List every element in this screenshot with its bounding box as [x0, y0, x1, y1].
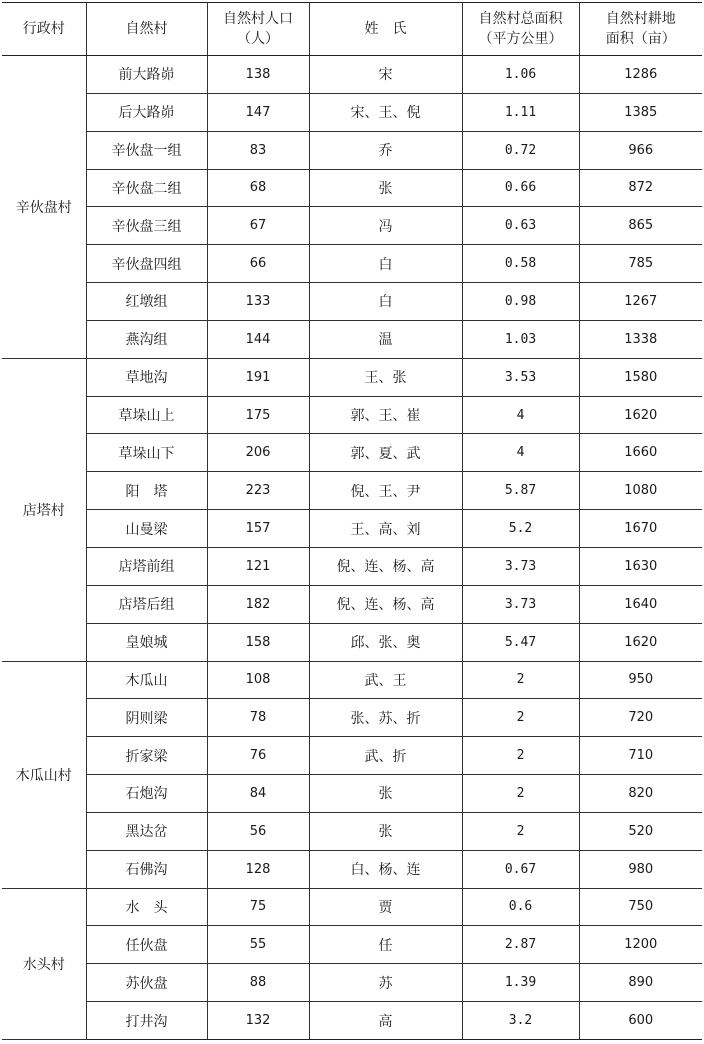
cell-farmland-area: 600: [579, 1002, 702, 1040]
cell-farmland-area: 1630: [579, 547, 702, 585]
table-row: [2, 1002, 702, 1040]
cell-natural-village: 辛伙盘二组: [86, 169, 207, 207]
cell-total-area: 0.58: [462, 245, 579, 283]
table-row: [2, 850, 702, 888]
cell-total-area: 3.73: [462, 585, 579, 623]
cell-farmland-area: 1200: [579, 926, 702, 964]
cell-natural-village: 辛伙盘四组: [86, 245, 207, 283]
cell-natural-village: 后大路峁: [86, 93, 207, 131]
cell-farmland-area: 1660: [579, 434, 702, 472]
cell-population: 68: [207, 169, 309, 207]
table-row: [2, 131, 702, 169]
table-row: [2, 510, 702, 548]
table-row: [2, 737, 702, 775]
cell-natural-village: 草垛山上: [86, 396, 207, 434]
table-row: [2, 396, 702, 434]
cell-natural-village: 山曼梁: [86, 510, 207, 548]
cell-natural-village: 草地沟: [86, 358, 207, 396]
table-row: [2, 964, 702, 1002]
table-row: [2, 926, 702, 964]
cell-surnames: 倪、连、杨、高: [309, 585, 462, 623]
cell-total-area: 4: [462, 396, 579, 434]
cell-surnames: 张、苏、折: [309, 699, 462, 737]
table-row: [2, 207, 702, 245]
cell-farmland-area: 865: [579, 207, 702, 245]
cell-admin-village: 木瓜山村: [2, 661, 86, 888]
cell-surnames: 温: [309, 320, 462, 358]
cell-natural-village: 石佛沟: [86, 850, 207, 888]
cell-population: 158: [207, 623, 309, 661]
cell-farmland-area: 1338: [579, 320, 702, 358]
cell-natural-village: 辛伙盘一组: [86, 131, 207, 169]
cell-natural-village: 木瓜山: [86, 661, 207, 699]
cell-farmland-area: 785: [579, 245, 702, 283]
cell-farmland-area: 750: [579, 888, 702, 926]
cell-surnames: 宋: [309, 56, 462, 94]
cell-population: 56: [207, 812, 309, 850]
cell-total-area: 3.73: [462, 547, 579, 585]
header-surnames: 姓 氏: [309, 3, 462, 56]
cell-population: 138: [207, 56, 309, 94]
cell-total-area: 1.39: [462, 964, 579, 1002]
cell-admin-village: 辛伙盘村: [2, 56, 86, 359]
cell-natural-village: 折家梁: [86, 737, 207, 775]
cell-population: 66: [207, 245, 309, 283]
cell-surnames: 任: [309, 926, 462, 964]
cell-farmland-area: 1670: [579, 510, 702, 548]
cell-farmland-area: 980: [579, 850, 702, 888]
cell-total-area: 2: [462, 775, 579, 813]
cell-farmland-area: 950: [579, 661, 702, 699]
cell-farmland-area: 1640: [579, 585, 702, 623]
cell-surnames: 武、折: [309, 737, 462, 775]
header-farmland-area: 自然村耕地 面积（亩）: [579, 3, 702, 56]
table-row: [2, 434, 702, 472]
cell-population: 76: [207, 737, 309, 775]
cell-natural-village: 前大路峁: [86, 56, 207, 94]
cell-natural-village: 苏伙盘: [86, 964, 207, 1002]
cell-population: 206: [207, 434, 309, 472]
table-row: [2, 661, 702, 699]
cell-total-area: 0.67: [462, 850, 579, 888]
cell-farmland-area: 820: [579, 775, 702, 813]
cell-total-area: 5.2: [462, 510, 579, 548]
cell-population: 191: [207, 358, 309, 396]
cell-natural-village: 辛伙盘三组: [86, 207, 207, 245]
cell-surnames: 王、张: [309, 358, 462, 396]
village-population-table: [2, 2, 702, 1040]
cell-farmland-area: 1385: [579, 93, 702, 131]
cell-natural-village: 阳 塔: [86, 472, 207, 510]
cell-natural-village: 打井沟: [86, 1002, 207, 1040]
cell-total-area: 1.11: [462, 93, 579, 131]
cell-farmland-area: 720: [579, 699, 702, 737]
cell-population: 88: [207, 964, 309, 1002]
cell-natural-village: 草垛山下: [86, 434, 207, 472]
cell-population: 108: [207, 661, 309, 699]
table-row: [2, 283, 702, 321]
cell-total-area: 3.53: [462, 358, 579, 396]
cell-surnames: 高: [309, 1002, 462, 1040]
cell-admin-village: 店塔村: [2, 358, 86, 661]
cell-surnames: 郭、王、崔: [309, 396, 462, 434]
cell-surnames: 苏: [309, 964, 462, 1002]
cell-surnames: 乔: [309, 131, 462, 169]
table-row: [2, 56, 702, 94]
cell-total-area: 1.03: [462, 320, 579, 358]
cell-surnames: 白、杨、连: [309, 850, 462, 888]
cell-population: 132: [207, 1002, 309, 1040]
cell-total-area: 4: [462, 434, 579, 472]
table-row: [2, 245, 702, 283]
cell-farmland-area: 1620: [579, 623, 702, 661]
table-row: [2, 585, 702, 623]
cell-natural-village: 皇娘城: [86, 623, 207, 661]
cell-farmland-area: 1286: [579, 56, 702, 94]
cell-population: 223: [207, 472, 309, 510]
cell-surnames: 冯: [309, 207, 462, 245]
cell-surnames: 王、高、刘: [309, 510, 462, 548]
cell-population: 67: [207, 207, 309, 245]
cell-total-area: 3.2: [462, 1002, 579, 1040]
table-row: [2, 472, 702, 510]
cell-natural-village: 阴则梁: [86, 699, 207, 737]
cell-natural-village: 石炮沟: [86, 775, 207, 813]
cell-total-area: 2: [462, 661, 579, 699]
cell-farmland-area: 872: [579, 169, 702, 207]
cell-total-area: 0.72: [462, 131, 579, 169]
cell-surnames: 倪、王、尹: [309, 472, 462, 510]
cell-natural-village: 黑达岔: [86, 812, 207, 850]
cell-natural-village: 店塔后组: [86, 585, 207, 623]
header-population: 自然村人口 （人）: [207, 3, 309, 56]
cell-natural-village: 燕沟组: [86, 320, 207, 358]
cell-natural-village: 店塔前组: [86, 547, 207, 585]
cell-population: 83: [207, 131, 309, 169]
cell-farmland-area: 520: [579, 812, 702, 850]
cell-farmland-area: 710: [579, 737, 702, 775]
cell-farmland-area: 890: [579, 964, 702, 1002]
header-row: [2, 3, 702, 56]
table-row: [2, 320, 702, 358]
cell-surnames: 张: [309, 812, 462, 850]
cell-surnames: 贾: [309, 888, 462, 926]
cell-total-area: 0.98: [462, 283, 579, 321]
cell-surnames: 宋、王、倪: [309, 93, 462, 131]
cell-total-area: 5.87: [462, 472, 579, 510]
cell-population: 175: [207, 396, 309, 434]
table-row: [2, 812, 702, 850]
header-natural-village: 自然村: [86, 3, 207, 56]
cell-total-area: 5.47: [462, 623, 579, 661]
cell-surnames: 白: [309, 283, 462, 321]
table-row: [2, 93, 702, 131]
header-total-area: 自然村总面积 （平方公里）: [462, 3, 579, 56]
header-admin-village: 行政村: [2, 3, 86, 56]
cell-population: 182: [207, 585, 309, 623]
cell-population: 75: [207, 888, 309, 926]
cell-natural-village: 任伙盘: [86, 926, 207, 964]
cell-total-area: 2: [462, 737, 579, 775]
cell-total-area: 0.66: [462, 169, 579, 207]
table-body: [2, 56, 702, 1040]
table-row: [2, 623, 702, 661]
cell-population: 78: [207, 699, 309, 737]
cell-farmland-area: 1267: [579, 283, 702, 321]
cell-farmland-area: 1580: [579, 358, 702, 396]
cell-population: 55: [207, 926, 309, 964]
table-row: [2, 169, 702, 207]
cell-surnames: 邱、张、奥: [309, 623, 462, 661]
cell-population: 121: [207, 547, 309, 585]
table-row: [2, 547, 702, 585]
cell-population: 144: [207, 320, 309, 358]
cell-total-area: 2: [462, 699, 579, 737]
table-row: [2, 888, 702, 926]
cell-population: 133: [207, 283, 309, 321]
cell-surnames: 武、王: [309, 661, 462, 699]
cell-population: 84: [207, 775, 309, 813]
cell-population: 147: [207, 93, 309, 131]
cell-admin-village: 水头村: [2, 888, 86, 1039]
cell-total-area: 0.63: [462, 207, 579, 245]
cell-population: 157: [207, 510, 309, 548]
cell-total-area: 2.87: [462, 926, 579, 964]
cell-surnames: 张: [309, 169, 462, 207]
cell-total-area: 2: [462, 812, 579, 850]
cell-total-area: 0.6: [462, 888, 579, 926]
table-row: [2, 699, 702, 737]
cell-farmland-area: 1620: [579, 396, 702, 434]
cell-surnames: 白: [309, 245, 462, 283]
cell-farmland-area: 966: [579, 131, 702, 169]
table-row: [2, 775, 702, 813]
cell-population: 128: [207, 850, 309, 888]
cell-natural-village: 水 头: [86, 888, 207, 926]
table-row: [2, 358, 702, 396]
cell-surnames: 张: [309, 775, 462, 813]
village-table-container: [2, 2, 702, 1040]
cell-surnames: 郭、夏、武: [309, 434, 462, 472]
cell-total-area: 1.06: [462, 56, 579, 94]
cell-farmland-area: 1080: [579, 472, 702, 510]
cell-natural-village: 红墩组: [86, 283, 207, 321]
cell-surnames: 倪、连、杨、高: [309, 547, 462, 585]
